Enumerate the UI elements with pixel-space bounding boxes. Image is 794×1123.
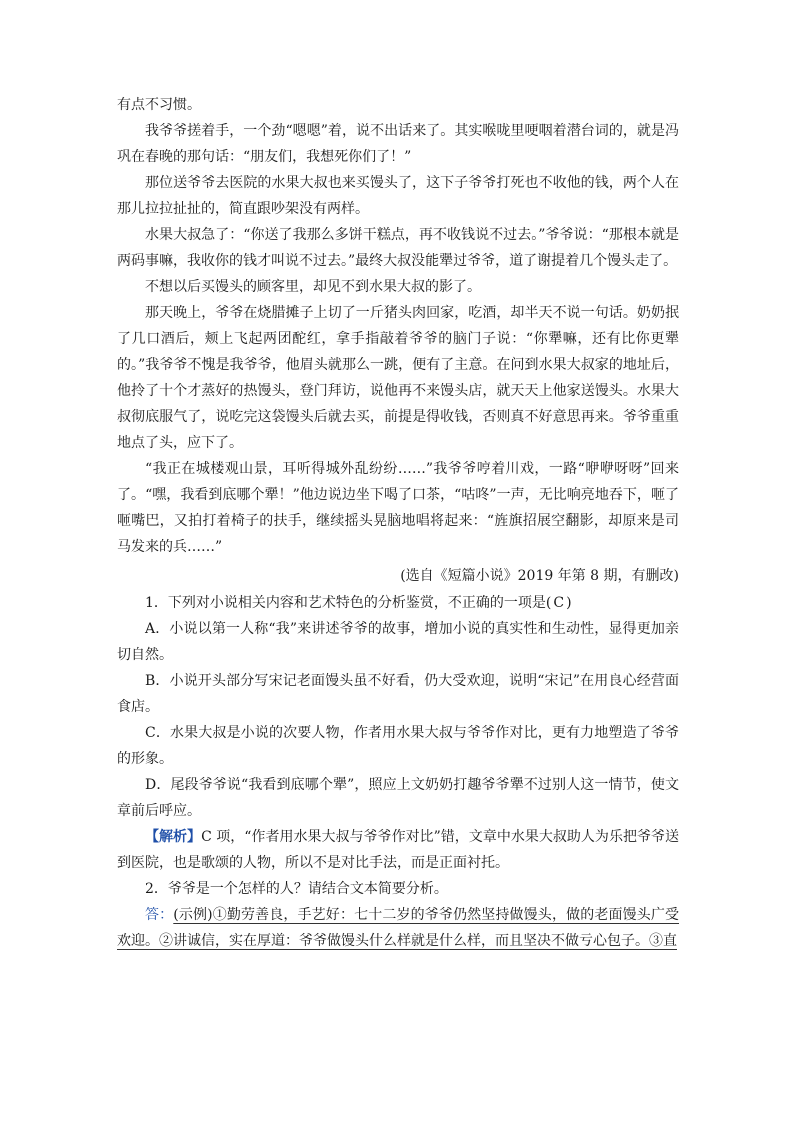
page-content xyxy=(117,92,679,954)
analysis-tag: 【解析】 xyxy=(145,829,202,845)
option-c: C．水果大叔是小说的次要人物，作者用水果大叔与爷爷作对比，更有力地塑造了爷爷的形象。 xyxy=(117,725,679,767)
option-b: B．小说开头部分写宋记老面馒头虽不好看，仍大受欢迎，说明“宋记”在用良心经营面食店。 xyxy=(117,673,679,715)
question-1-stem xyxy=(117,590,679,616)
analysis-text: C 项，“作者用水果大叔与爷爷作对比”错，文章中水果大叔助人为乐把爷爷送到医院，也是歌颂的人物，所以不是对比手法，而是正面衬托。 xyxy=(117,829,679,871)
analysis-paragraph xyxy=(117,824,679,876)
story-paragraph-3: 水果大叔急了：“你送了我那么多饼干糕点，再不收钱说不过去。”爷爷说：“那根本就是两码事嘛，我收你的钱才叫说不过去。”最终大叔没能犟过爷爷，道了谢提着几个馒头走了。 xyxy=(117,227,679,269)
question-2-answer xyxy=(117,902,679,954)
story-paragraph-1: 我爷爷搓着手，一个劲“嗯嗯”着，说不出话来了。其实喉咙里哽咽着潜台词的，就是冯巩在春晚的那句话：“朋友们，我想死你们了！” xyxy=(117,123,679,165)
question-2-stem: 2．爷爷是一个怎样的人？请结合文本简要分析。 xyxy=(145,881,448,897)
option-d: D．尾段爷爷说“我看到底哪个犟”，照应上文奶奶打趣爷爷犟不过别人这一情节，使文章前后呼应。 xyxy=(117,777,679,819)
question-1-answer-choice: C xyxy=(553,595,565,611)
question-1-stem-close: ) xyxy=(566,595,572,611)
story-paragraph-6: “我正在城楼观山景，耳听得城外乱纷纷……”我爷爷哼着川戏，一路“咿咿呀呀”回来了。“嘿，我看到底哪个犟！”他边说边坐下喝了口茶，“咕咚”一声，无比响亮地吞下，咂了咂嘴巴，又拍打着椅子的扶手，继续摇头晃脑地唱将起来：“旌旗招展空翻影，却原来是司马发来的兵……” xyxy=(117,461,679,555)
answer-text: (示例)①勤劳善良，手艺好：七十二岁的爷爷仍然坚持做馒头，做的老面馒头广受欢迎。②讲诚信，实在厚道：爷爷做馒头什么样就是什么样，而且坚决不做亏心包子。③直 xyxy=(117,907,680,949)
story-paragraph-5: 那天晚上，爷爷在烧腊摊子上切了一斤猪头肉回家，吃酒，却半天不说一句话。奶奶抿了几口酒后，颊上飞起两团酡红，拿手指敲着爷爷的脑门子说：“你犟嘛，还有比你更犟的。”我爷爷不愧是我爷爷，他眉头就那么一跳，便有了主意。在问到水果大叔家的地址后，他拎了十个才蒸好的热馒头，登门拜访，说他再不来馒头店，就天天上他家送馒头。水果大叔彻底服气了，说吃完这袋馒头后就去买，前提是得收钱，否则真不好意思再来。爷爷重重地点了头，应下了。 xyxy=(117,305,679,451)
option-a: A．小说以第一人称“我”来讲述爷爷的故事，增加小说的真实性和生动性，显得更加亲切自然。 xyxy=(117,621,679,663)
question-1-stem-text: 1．下列对小说相关内容和艺术特色的分析鉴赏，不正确的一项是( xyxy=(145,595,552,611)
story-paragraph-0: 有点不习惯。 xyxy=(117,97,201,113)
answer-label: 答： xyxy=(145,907,174,923)
source-citation: (选自《短篇小说》2019 年第 8 期，有删改) xyxy=(400,568,679,584)
story-paragraph-2: 那位送爷爷去医院的水果大叔也来买馒头了，这下子爷爷打死也不收他的钱，两个人在那儿拉拉扯扯的，简直跟吵架没有两样。 xyxy=(117,175,679,217)
story-paragraph-4: 不想以后买馒头的顾客里，却见不到水果大叔的影了。 xyxy=(145,279,481,295)
